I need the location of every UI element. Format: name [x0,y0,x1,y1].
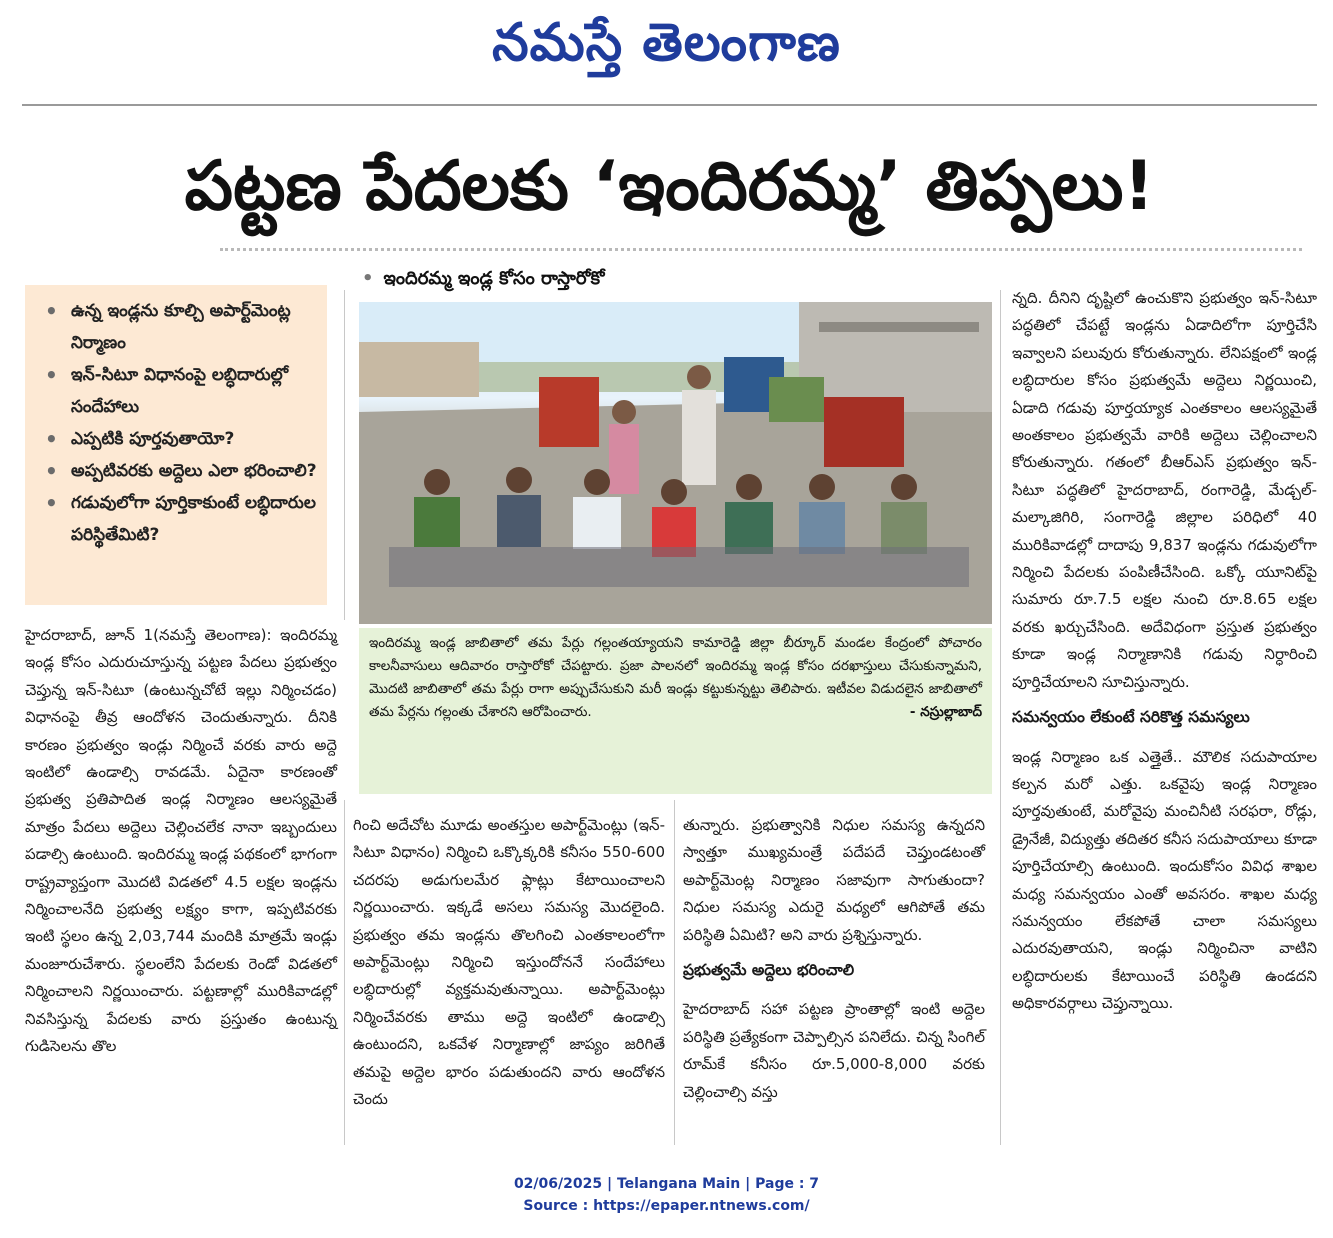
article-column-3 [683,812,985,1106]
photo-caption [359,628,992,794]
column-divider [344,290,345,620]
section-subhead: సమన్వయం లేకుంటే సరికొత్త సమస్యలు [1012,708,1250,727]
column-divider [674,800,675,1145]
protest-photo-illustration [359,302,992,624]
article-paragraph: తున్నారు. ప్రభుత్వానికి నిధుల సమస్య ఉన్నదని స్వాత్తూ ముఖ్యమంత్రే పదేపదే చెప్తుండటంతో అపార్ట్‌మెంట్ల నిర్మాణం సజావుగా సాగుతుందా? నిధుల సమస్య ఎదురై మధ్యలో ఆగిపోతే తమ పరిస్థితి ఏమిటి? అని వారు ప్రశ్నిస్తున్నారు. [683,816,985,944]
caption-text: ఇందిరమ్మ ఇండ్ల జాబితాలో తమ పేర్లు గల్లంతయ్యాయని కామారెడ్డి జిల్లా బీర్కూర్ మండల కేంద్రంలో పోచారం కాలనీవాసులు ఆదివారం రాస్తారోకో చేపట్టారు. ప్రజా పాలనలో ఇందిరమ్మ ఇండ్ల కోసం దరఖాస్తులు చేసుకున్నామని, మొదటి జాబితాలో తమ పేర్లు రాగా అప్పుచేసుకుని మరీ ఇండ్లు కట్టుకున్నట్టు తెలిపారు. ఇటీవల విడుదలైన జాబితాలో తమ పేర్లను గల్లంతు చేశారని ఆరోపించారు. [369,635,982,720]
column-divider [344,800,345,1145]
section-subhead: ప్రభుత్వమే అద్దెలు భరించాలి [683,961,855,980]
photo-label [362,264,990,294]
article-column-2 [353,812,665,1113]
news-photo [359,302,992,624]
page-headline: పట్టణ పేదలకు ‘ఇందిరమ్మ’ తిప్పలు! [184,147,1155,226]
caption-credit: - నస్రుల్లాబాద్ [909,704,982,720]
highlight-item: • ఎప్పటికి పూర్తవుతాయో? [41,423,317,455]
highlights-box [25,285,327,605]
highlight-item: • ఉన్న ఇండ్లను కూల్చి అపార్ట్‌మెంట్ల నిర్మాణం [41,295,317,359]
article-column-4 [1012,285,1317,1018]
article-paragraph: హైదరాబాద్, జూన్ 1(నమస్తే తెలంగాణ): ఇందిరమ్మ ఇండ్ల కోసం ఎదురుచూస్తున్న పట్టణ పేదలు ప్రభుత్వం చెప్తున్న ఇన్‌-సిటూ (ఉంటున్నచోటే ఇల్లు నిర్మించడం) విధానంపై తీవ్ర ఆందోళన చెందుతున్నారు. దీనికి కారణం ప్రభుత్వం ఇండ్లు నిర్మించే వరకు వారు అద్దె ఇంటిలో ఉండాల్సి రావడమే. ఏదైనా కారణంతో ప్రభుత్వ ప్రతిపాదిత ఇండ్ల నిర్మాణం ఆలస్యమైతే మాత్రం పేదలు అద్దెలు చెల్లించలేక నానా ఇబ్బందులు పడాల్సి ఉంటుంది. ఇందిరమ్మ ఇండ్ల పథకంలో భాగంగా రాష్ట్రవ్యాప్తంగా మొదటి విడతలో 4.5 లక్షల ఇండ్లను నిర్మించాలనేది ప్రభుత్వ లక్ష్యం కాగా, ఇప్పటివరకు ఇంటి స్థలం ఉన్న 2,03,744 మందికి మాత్రమే ఇండ్లు మంజూరుచేశారు. స్థలంలేని పేదలకు రెండో విడతలో నిర్మించాలని నిర్ణయించారు. పట్టణాల్లో మురికివాడల్లో నివసిస్తున్న పేదలకు వారు ప్రస్తుతం ఉంటున్న గుడిసెలను తొల [25,626,337,1056]
headline-divider [220,248,1302,251]
article-paragraph: హైదరాబాద్ సహా పట్టణ ప్రాంతాల్లో ఇంటి అద్దెల పరిస్థితి ప్రత్యేకంగా చెప్పాల్సిన పనిలేదు. చిన్న సింగిల్ రూమ్‌కే కనీసం రూ.5,000-8,000 వరకు చెల్లించాల్సి వస్తు [683,1000,985,1101]
article-paragraph: గించి అదేచోట మూడు అంతస్తుల అపార్ట్‌మెంట్లు (ఇన్‌-సిటూ విధానం) నిర్మించి ఒక్కొక్కరికి కనీసం 550-600 చదరపు అడుగులమేర ఫ్లాట్లు కేటాయించాలని నిర్ణయించారు. ఇక్కడే అసలు సమస్య మొదలైంది. ప్రభుత్వం తమ ఇండ్లను తొలగించి ఎంతకాలంలోగా అపార్ట్‌మెంట్లు నిర్మించి ఇస్తుందోననే సందేహాలు లబ్ధిదారుల్లో వ్యక్తమవుతున్నాయి. అపార్ట్‌మెంట్లు నిర్మించేవరకు తాము అద్దె ఇంటిలో ఉండాల్సి ఉంటుందని, ఒకవేళ నిర్మాణాల్లో జాప్యం జరిగితే తమపై అద్దెల భారం పడుతుందని వారు ఆందోళన చెందు [353,816,665,1109]
page-footer [0,1173,1333,1217]
footer-source-link[interactable]: Source : https://epaper.ntnews.com/ [523,1198,810,1214]
bullet-icon: • [362,268,374,289]
photo-label-text: ఇందిరమ్మ ఇండ్ల కోసం రాస్తారోకో [383,268,605,289]
article-paragraph: ఇండ్ల నిర్మాణం ఒక ఎత్తైతే.. మౌలిక సదుపాయాల కల్పన మరో ఎత్తు. ఒకవైపు ఇండ్ల నిర్మాణం పూర్తవుతుంటే, మరోవైపు మంచినీటి సరఫరా, రోడ్లు, డ్రైనేజీ, విద్యుత్తు తదితర కనీస సదుపాయాలు కూడా పూర్తిచేయాల్సి ఉంటుంది. ఇందుకోసం వివిధ శాఖల మధ్య సమన్వయం ఎంతో అవసరం. శాఖల మధ్య సమన్వయం లేకపోతే చాలా సమస్యలు ఎదురవుతాయని, ఇండ్లు నిర్మించినా వాటిని లబ్ధిదారులకు కేటాయించే పరిస్థితి ఉండదని అధికారవర్గాలు చెప్తున్నాయి. [1012,747,1317,1013]
masthead-logo: నమస్తే తెలంగాణ [492,12,841,73]
article-column-1 [25,622,337,1061]
highlight-item: • అప్పటివరకు అద్దెలు ఎలా భరించాలి? [41,455,317,487]
article-paragraph: న్నది. దీనిని దృష్టిలో ఉంచుకొని ప్రభుత్వం ఇన్‌-సిటూ పద్ధతిలో చేపట్టే ఇండ్లను ఏడాదిలోగా పూర్తిచేసి ఇవ్వాలని పలువురు కోరుతున్నారు. లేనిపక్షంలో ఇండ్ల లబ్ధిదారుల కోసం ప్రభుత్వమే అద్దెలు నిర్ణయించి, ఏడాది గడువు పూర్తయ్యాక ఎంతకాలం ఆలస్యమైతే అంతకాలం ప్రభుత్వమే వారికి అద్దెలు చెల్లించాలని కోరుతున్నారు. గతంలో బీఆర్‌ఎస్ ప్రభుత్వం ఇన్‌-సిటూ పద్ధతిలో హైదరాబాద్, రంగారెడ్డి, మేడ్చల్-మల్కాజిగిరి, సంగారెడ్డి జిల్లాల పరిధిలో 40 మురికివాడల్లో దాదాపు 9,837 ఇండ్లను గడువులోగా నిర్మించి పేదలకు పంపిణీచేసింది. ఒక్కో యూనిట్‌పై సుమారు రూ.7.5 లక్షల నుంచి రూ.8.65 లక్షల వరకు ఖర్చుచేసింది. అదేవిధంగా ప్రస్తుత ప్రభుత్వం కూడా ఇండ్ల నిర్మాణానికి గడువు నిర్ధారించి పూర్తిచేయాలని సూచిస్తున్నారు. [1012,289,1317,691]
highlight-item: • గడువులోగా పూర్తికాకుంటే లబ్ధిదారుల పరిస్థితేమిటి? [41,487,317,551]
column-divider [1000,290,1001,1145]
highlight-item: • ఇన్‌-సిటూ విధానంపై లబ్ధిదారుల్లో సందేహాలు [41,359,317,423]
masthead-divider [22,104,1317,106]
footer-edition: 02/06/2025 | Telangana Main | Page : 7 [513,1176,820,1192]
